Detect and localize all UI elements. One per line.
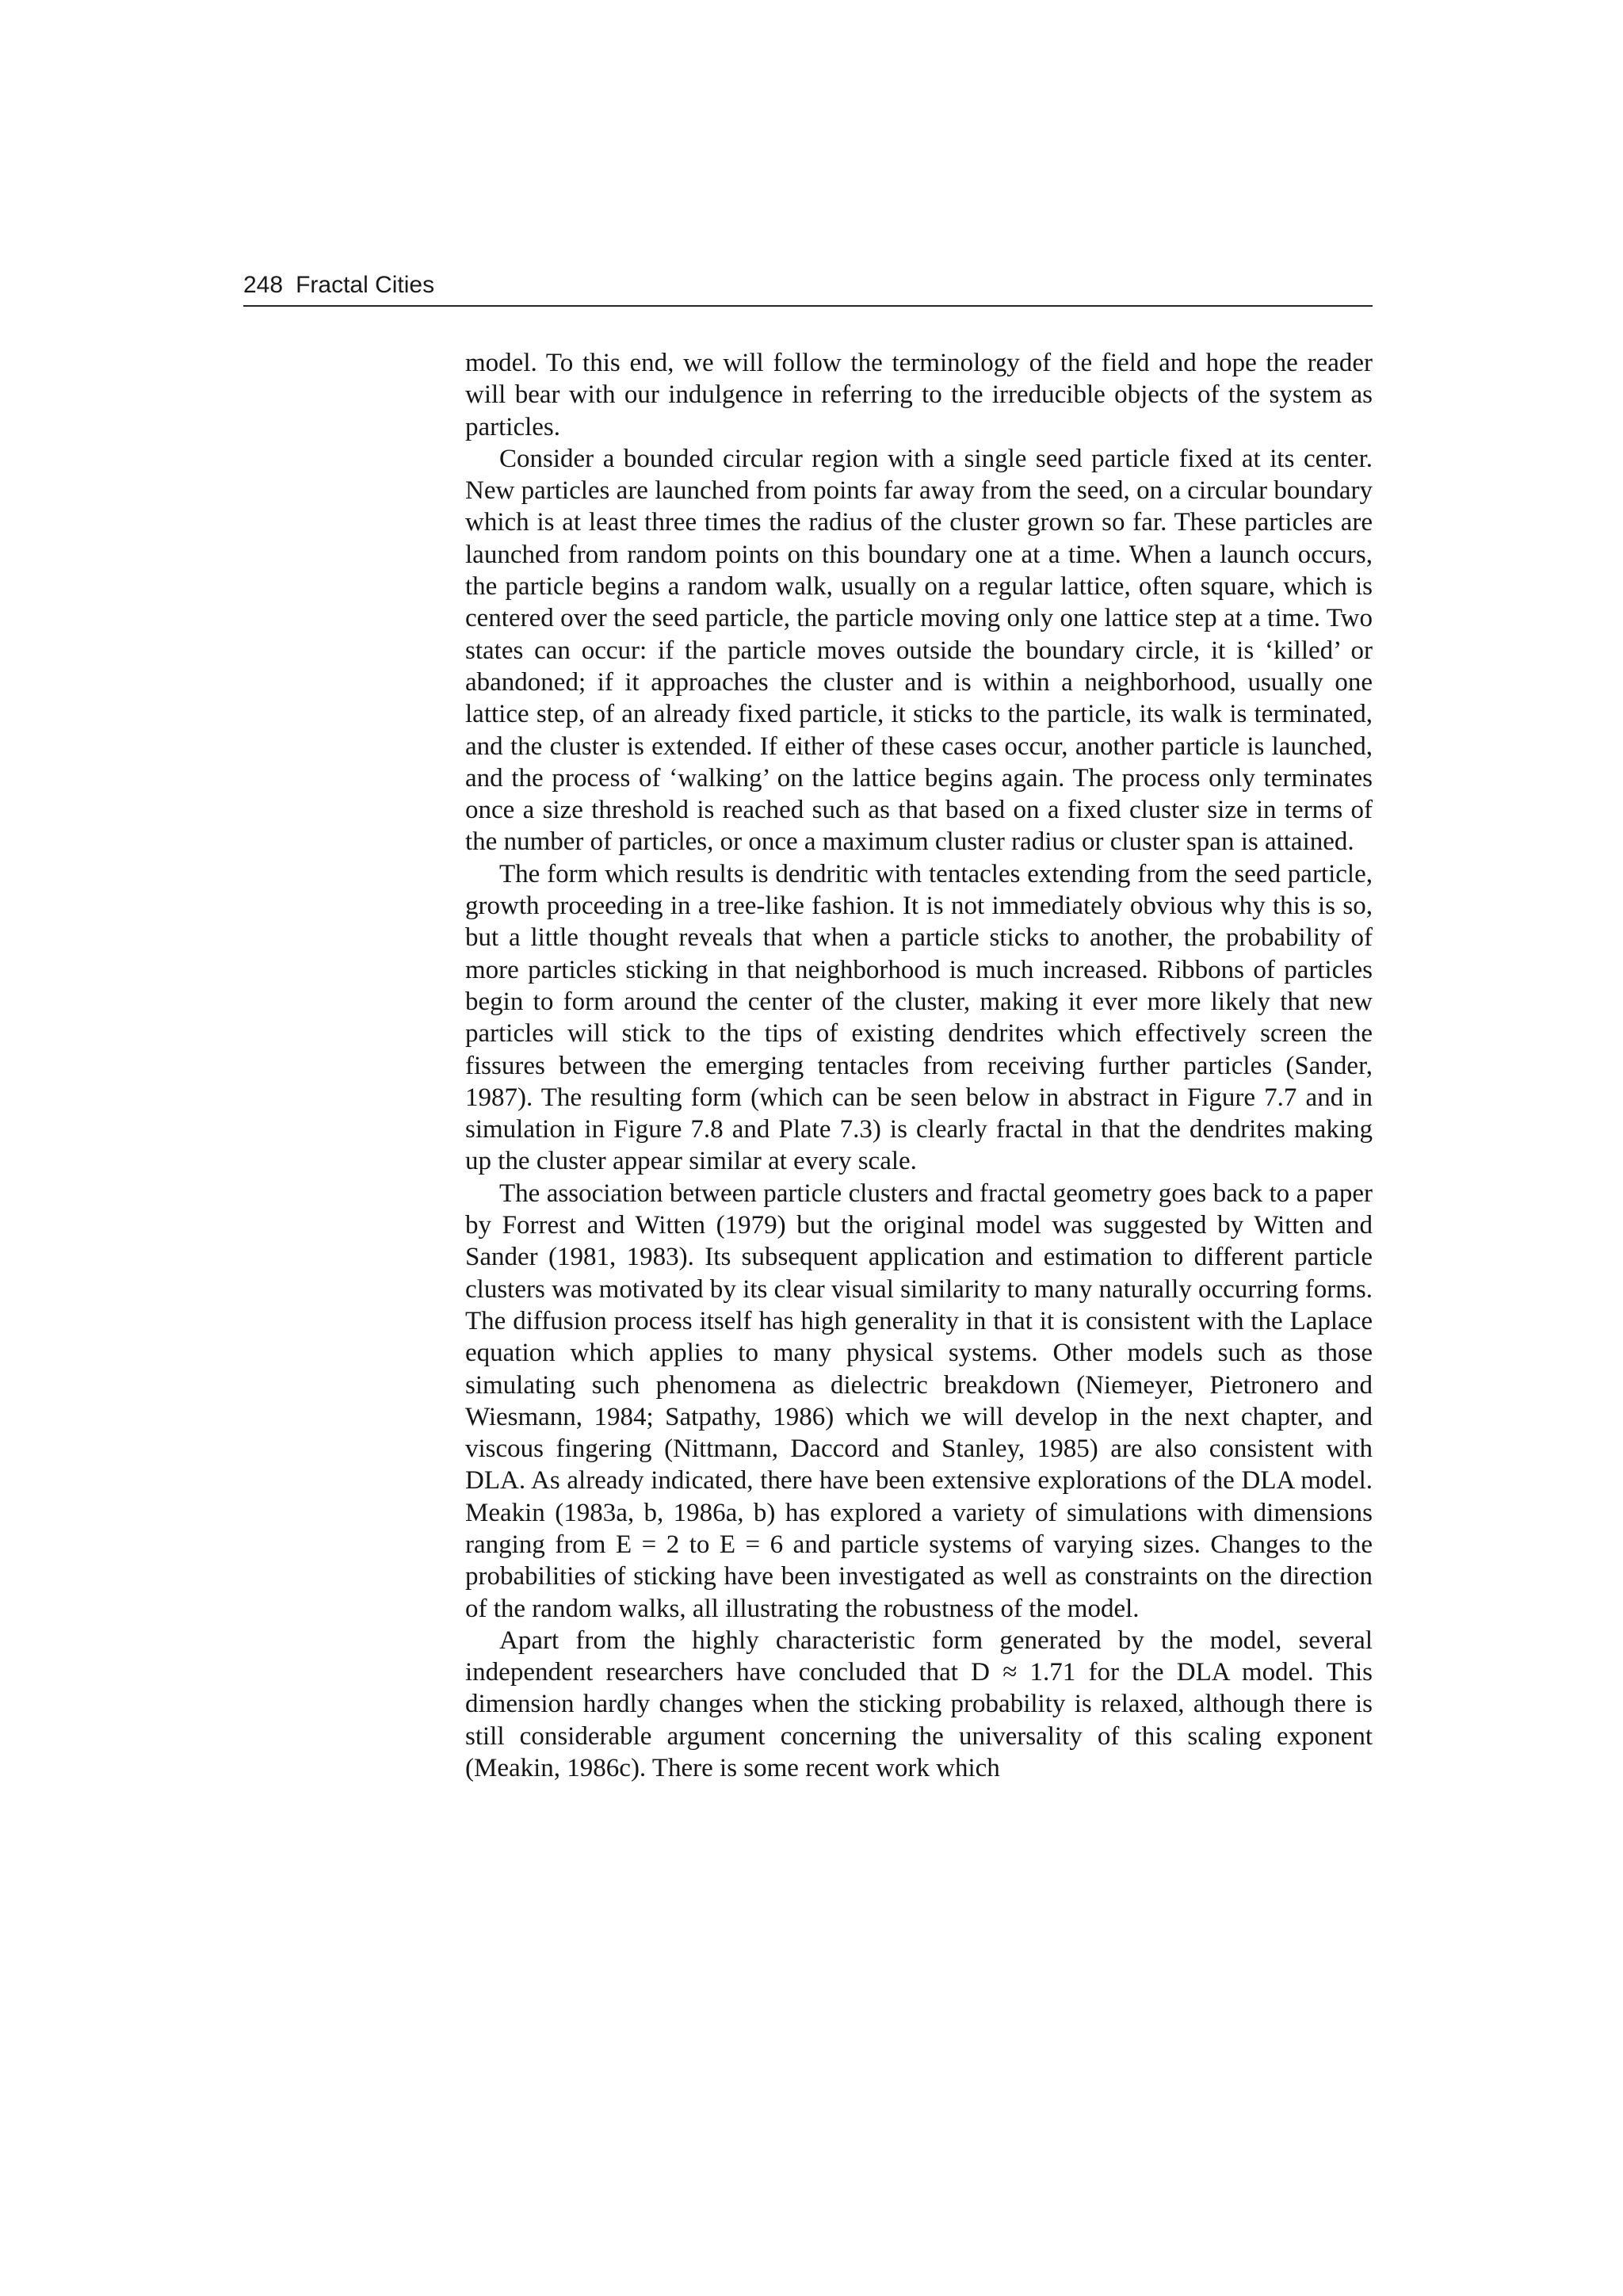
body-text (465, 347, 1373, 1784)
running-title: Fractal Cities (296, 272, 435, 298)
paragraph-continuation: model. To this end, we will follow the terminology of the field and hope the reader will bear with our indulgence in referring to the irreducible objects of the system as particles. (465, 349, 1373, 441)
paragraph-dendritic-form: The form which results is dendritic with tentacles extending from the seed particle, growth proceeding in a tree-like fashion. It is not immediately obvious why this is so, but a little thought reveals that when a particle sticks to another, the probability of more particles sticking in that neighborhood is much increased. Ribbons of particles begin to form around the center of the cluster, making it ever more likely that new particles will stick to the tips of existing dendrites which effectively screen the fissures between the emerging tentacles from receiving further particles (Sander, 1987). The resulting form (which can be seen below in abstract in Figure 7.7 and in simulation in Figure 7.8 and Plate 7.3) is clearly fractal in that the dendrites making up the cluster appear similar at every scale. (465, 859, 1373, 1176)
header-rule (243, 305, 1373, 307)
page-number: 248 (243, 272, 284, 298)
paragraph-dla-procedure: Consider a bounded circular region with a single seed particle fixed at its center. New particles are launched from points far away from the seed, on a circular boundary which is at least three times the radius of the cluster grown so far. These particles are launched from random points on this boundary one at a time. When a launch occurs, the particle begins a random walk, usually on a regular lattice, often square, which is centered over the seed particle, the particle moving only one lattice step at a time. Two states can occur: if the particle moves outside the boundary circle, it is ‘killed’ or abandoned; if it approaches the cluster and is within a neighborhood, usually one lattice step, of an already fixed particle, it sticks to the particle, its walk is terminated, and the cluster is extended. If either of these cases occur, another particle is launched, and the process of ‘walking’ on the lattice begins again. The process only terminates once a size threshold is reached such as that based on a fixed cluster size in terms of the number of particles, or once a maximum cluster radius or cluster span is attained. (465, 444, 1373, 857)
paragraph-history-and-models: The association between particle clusters and fractal geometry goes back to a paper by Forrest and Witten (1979) but the original model was suggested by Witten and Sander (1981, 1983). Its subsequent application and estimation to different particle clusters was motivated by its clear visual similarity to many naturally occurring forms. The diffusion process itself has high generality in that it is consistent with the Laplace equation which applies to many physical systems. Other models such as those simulating such phenomena as dielectric breakdown (Niemeyer, Pietronero and Wiesmann, 1984; Satpathy, 1986) which we will develop in the next chapter, and viscous fingering (Nittmann, Daccord and Stanley, 1985) are also consistent with DLA. As already indicated, there have been extensive explorations of the DLA model. Meakin (1983a, b, 1986a, b) has explored a variety of simulations with dimensions ranging from E = 2 to E = 6 and particle systems of varying sizes. Changes to the probabilities of sticking have been investigated as well as constraints on the direction of the random walks, all illustrating the robustness of the model. (465, 1179, 1373, 1623)
paragraph-fractal-dimension: Apart from the highly characteristic form generated by the model, several independent researchers have concluded that D ≈ 1.71 for the DLA model. This dimension hardly changes when the sticking probability is relaxed, although there is still considerable argument concerning the universality of this scaling exponent (Meakin, 1986c). There is some recent work which (465, 1626, 1373, 1783)
running-head (243, 266, 1373, 305)
